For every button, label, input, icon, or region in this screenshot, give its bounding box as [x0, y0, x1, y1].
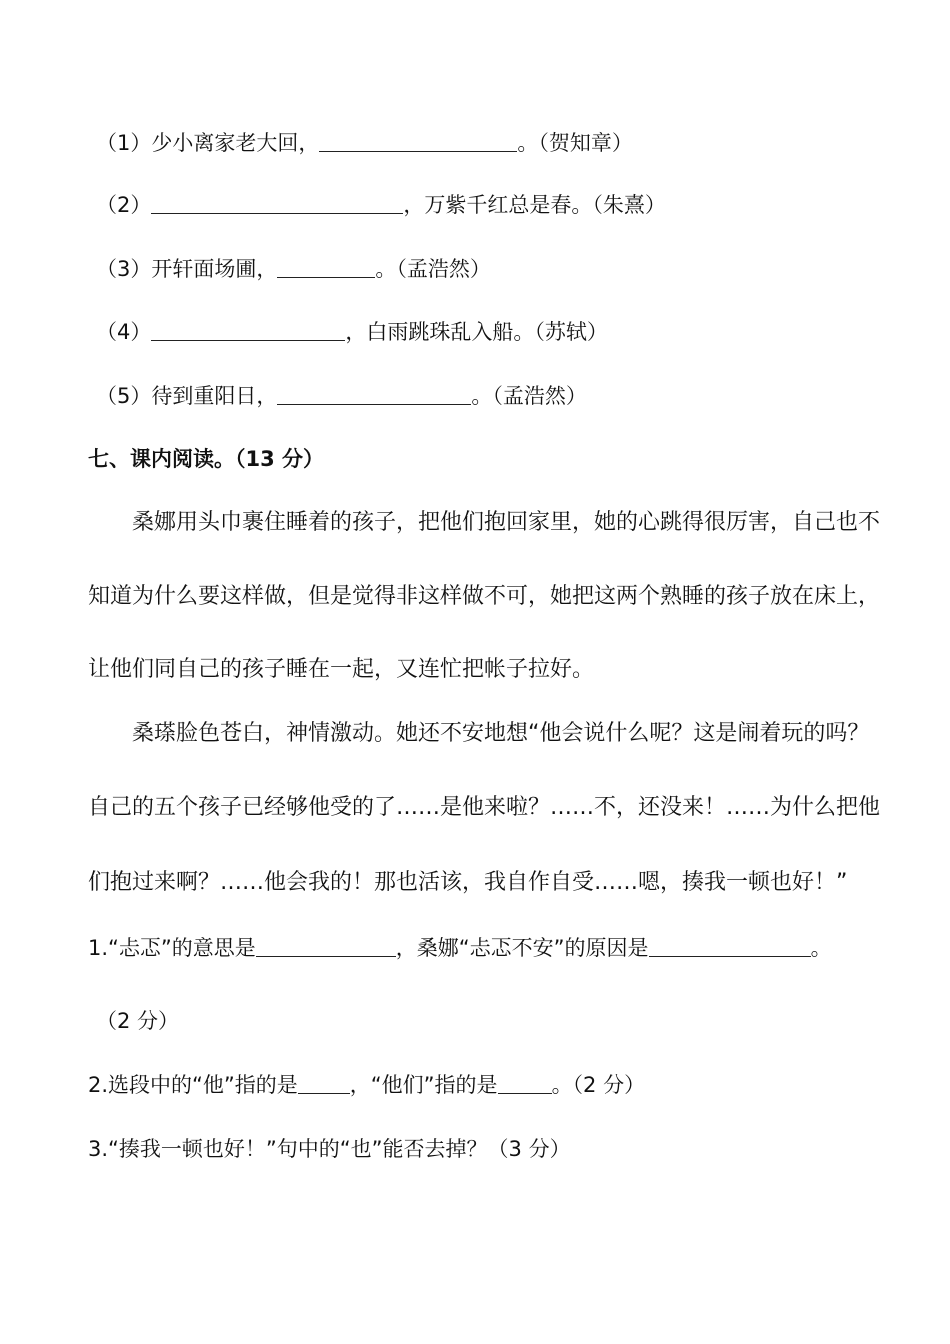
question-2 — [88, 1070, 645, 1100]
answer-blank[interactable] — [277, 257, 375, 278]
item-text: 少小离家老大回， — [151, 131, 320, 155]
item-text: ，白雨跳珠乱入船。（苏轼） — [345, 320, 608, 344]
item-number: （5） — [96, 384, 152, 408]
fill-item-3 — [96, 254, 491, 284]
passage-line: 让他们同自己的孩子睡在一起，又连忙把帐子拉好。 — [88, 657, 595, 682]
passage-line: 知道为什么要这样做，但是觉得非这样做不可，她把这两个熟睡的孩子放在床上， — [88, 584, 881, 609]
answer-blank[interactable] — [151, 193, 403, 214]
passage-line: 们抱过来啊？……他会我的！那也活该，我自作自受……嗯，揍我一顿也好！” — [88, 870, 848, 895]
item-text: 开轩面场圃， — [151, 257, 278, 281]
item-text: 。（孟浩然） — [375, 257, 491, 281]
item-number: （2） — [96, 193, 152, 217]
fill-item-4 — [96, 317, 608, 347]
answer-blank[interactable] — [151, 320, 345, 341]
answer-blank[interactable] — [498, 1073, 552, 1094]
item-number: （3） — [96, 257, 152, 281]
item-text: 。（贺知章） — [517, 131, 633, 155]
passage-line: 桑娜用头巾裹住睡着的孩子，把他们抱回家里，她的心跳得很厉害，自己也不 — [132, 510, 881, 535]
answer-blank[interactable] — [319, 131, 517, 152]
item-number: （1） — [96, 131, 152, 155]
item-text: 。（孟浩然） — [471, 384, 587, 408]
fill-item-2 — [96, 190, 666, 220]
question-text: ，桑娜“忐忑不安”的原因是 — [395, 936, 649, 960]
fill-item-5 — [96, 381, 587, 411]
question-3: 3.“揍我一顿也好！”句中的“也”能否去掉？（3 分） — [88, 1137, 571, 1161]
item-text: 待到重阳日， — [151, 384, 278, 408]
question-text: 1.“忐忑”的意思是 — [88, 936, 256, 960]
question-1 — [88, 933, 832, 963]
fill-item-1 — [96, 128, 633, 158]
question-text: 。 — [810, 936, 832, 960]
item-number: （4） — [96, 320, 152, 344]
answer-blank[interactable] — [256, 936, 396, 957]
question-text: 2.选段中的“他”指的是 — [88, 1073, 298, 1097]
answer-blank[interactable] — [298, 1073, 350, 1094]
question-1-score: （2 分） — [96, 1009, 180, 1033]
item-text: ，万紫千红总是春。（朱熹） — [403, 193, 666, 217]
section-title: 七、课内阅读。（13 分） — [88, 447, 325, 471]
question-text: 。（2 分） — [551, 1073, 646, 1097]
answer-blank[interactable] — [649, 936, 811, 957]
question-text: ，“他们”指的是 — [349, 1073, 498, 1097]
passage-line: 桑瑹脸色苍白，神情激动。她还不安地想“他会说什么呢？这是闹着玩的吗？ — [132, 721, 870, 746]
answer-blank[interactable] — [277, 384, 471, 405]
passage-line: 自己的五个孩子已经够他受的了……是他来啦？……不，还没来！……为什么把他 — [88, 795, 881, 820]
